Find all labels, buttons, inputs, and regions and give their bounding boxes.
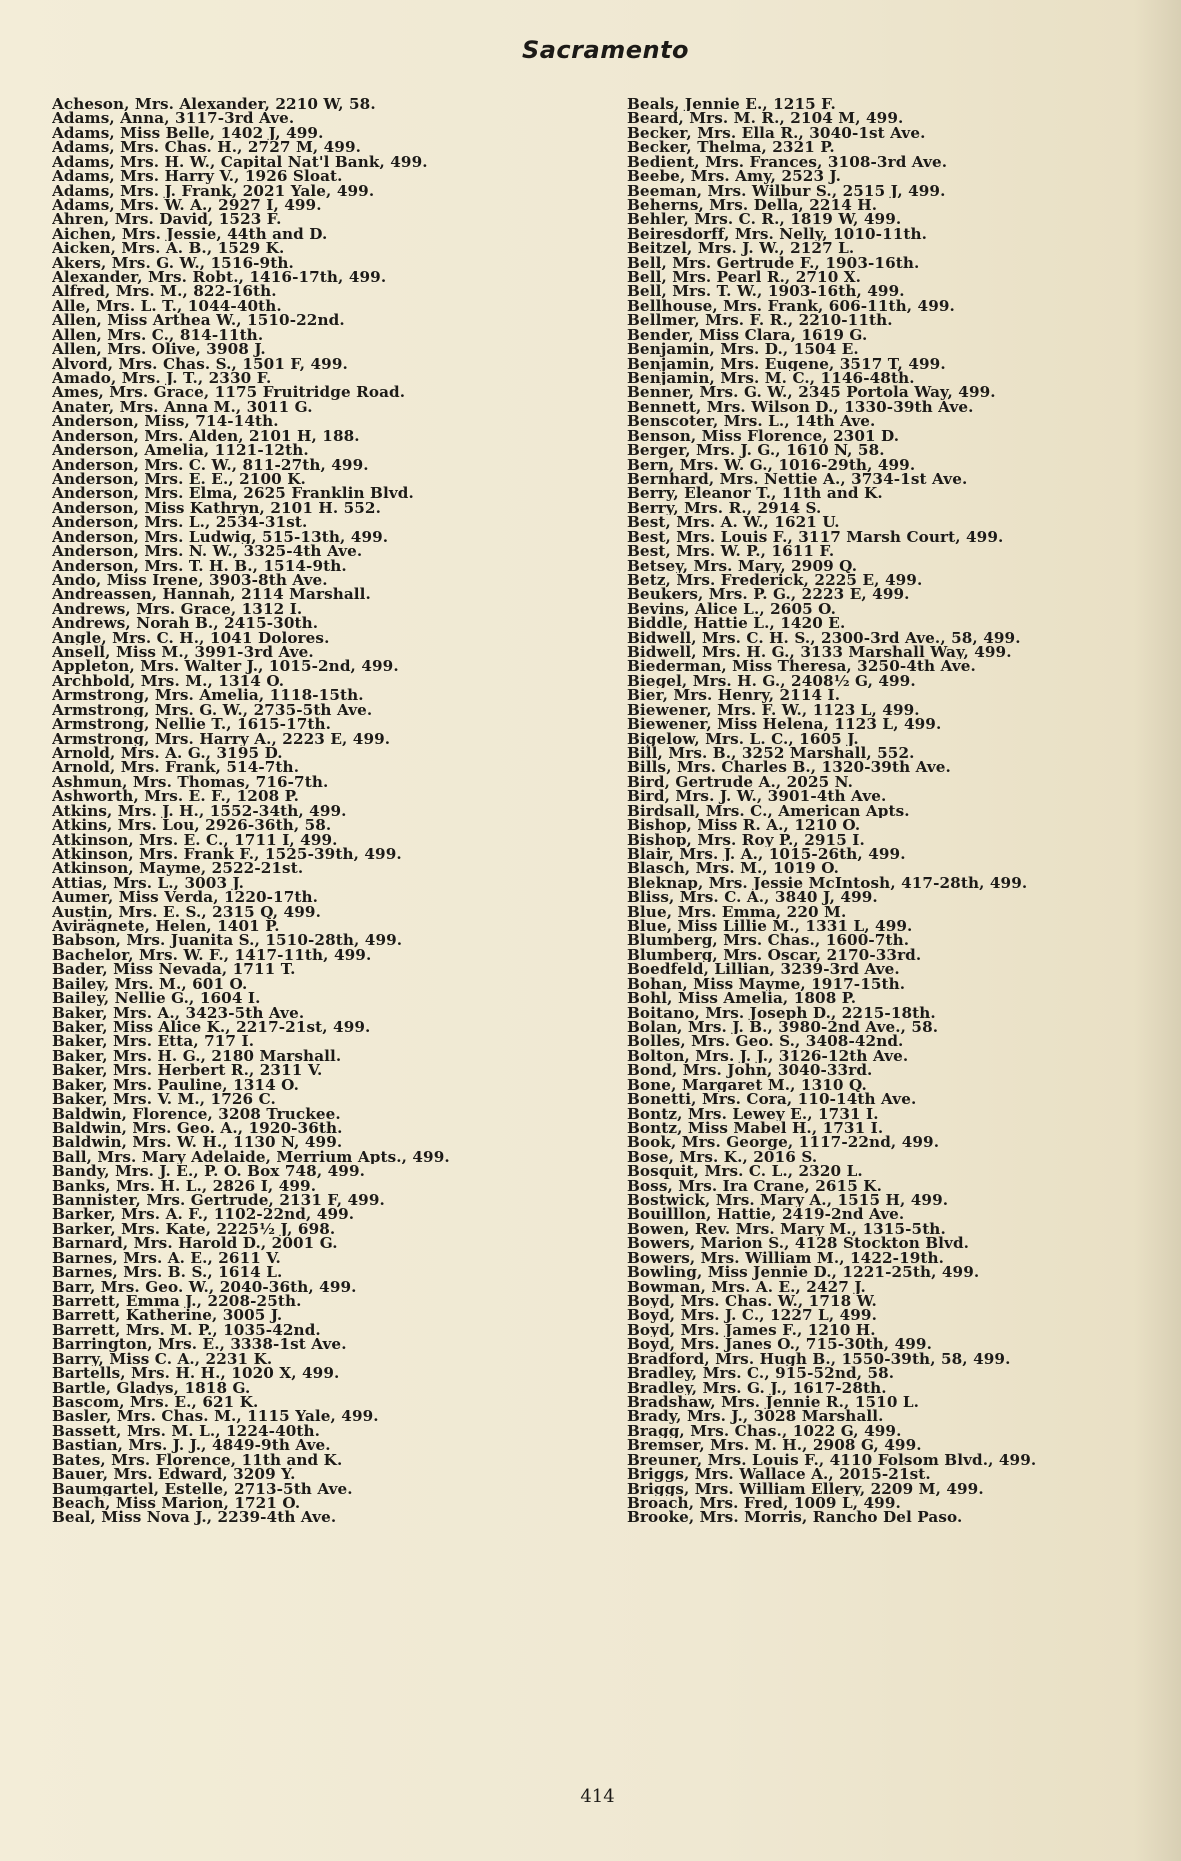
directory-entry: Bauer, Mrs. Edward, 3209 Y.: [52, 1467, 296, 1482]
directory-entry: Baldwin, Florence, 3208 Truckee.: [52, 1106, 341, 1121]
directory-entry: Boyd, Mrs. Janes O., 715-30th, 499.: [627, 1337, 932, 1352]
directory-entry: Ames, Mrs. Grace, 1175 Fruitridge Road.: [52, 385, 406, 400]
directory-entry: Adams, Miss Belle, 1402 J, 499.: [52, 125, 324, 141]
directory-entry: Bascom, Mrs. E., 621 K.: [52, 1394, 259, 1410]
directory-entry: Bontz, Miss Mabel H., 1731 I.: [627, 1120, 884, 1136]
directory-entry: Bernhard, Mrs. Nettie A., 3734-1st Ave.: [627, 471, 968, 487]
directory-entry: Barnes, Mrs. A. E., 2611 V.: [52, 1250, 281, 1266]
directory-entry: Bolan, Mrs. J. B., 3980-2nd Ave., 58.: [627, 1020, 939, 1035]
directory-entry: Best, Mrs. W. P., 1611 F.: [627, 544, 835, 559]
directory-entry: Bleknap, Mrs. Jessie McIntosh, 417-28th, 499.: [627, 875, 1028, 891]
directory-entry: Bradley, Mrs. G. J., 1617-28th.: [627, 1380, 887, 1395]
directory-entry: Adams, Mrs. W. A., 2927 I, 499.: [52, 197, 322, 213]
directory-entry: Boedfeld, Lillian, 3239-3rd Ave.: [627, 962, 900, 977]
directory-entry: Anater, Mrs. Anna M., 3011 G.: [52, 399, 313, 415]
directory-entry: Bates, Mrs. Florence, 11th and K.: [52, 1452, 343, 1468]
directory-entry: Anderson, Mrs. L., 2534-31st.: [52, 515, 308, 530]
directory-entry: Bohl, Miss Amelia, 1808 P.: [627, 991, 857, 1006]
directory-entry: Biewener, Mrs. F. W., 1123 L, 499.: [627, 702, 920, 718]
directory-entry: Ball, Mrs. Mary Adelaide, Merrium Apts., 499.: [52, 1149, 450, 1165]
directory-entry: Briggs, Mrs. William Ellery, 2209 M, 499.: [627, 1481, 984, 1496]
directory-entry: Bevins, Alice L., 2605 O.: [627, 601, 837, 617]
directory-entry: Bradley, Mrs. C., 915-52nd, 58.: [627, 1366, 895, 1381]
directory-entry: Bedient, Mrs. Frances, 3108-3rd Ave.: [627, 154, 948, 170]
directory-entry: Anderson, Mrs. E. E., 2100 K.: [52, 471, 306, 487]
directory-entry: Bills, Mrs. Charles B., 1320-39th Ave.: [627, 760, 951, 775]
directory-entry: Alexander, Mrs. Robt., 1416-17th, 499.: [52, 270, 387, 285]
directory-entry: Bishop, Miss R. A., 1210 O.: [627, 818, 861, 833]
directory-entry: Beeman, Mrs. Wilbur S., 2515 J, 499.: [627, 183, 946, 198]
directory-entry: Baker, Mrs. A., 3423-5th Ave.: [52, 1005, 305, 1020]
city-title: Sacramento: [521, 36, 690, 64]
directory-entry: Aicken, Mrs. A. B., 1529 K.: [52, 241, 285, 256]
directory-entry: Bradford, Mrs. Hugh B., 1550-39th, 58, 499.: [627, 1351, 1011, 1367]
directory-entry: Bannister, Mrs. Gertrude, 2131 F, 499.: [52, 1193, 385, 1208]
directory-entry: Armstrong, Nellie T., 1615-17th.: [52, 717, 332, 732]
directory-entry: Boss, Mrs. Ira Crane, 2615 K.: [627, 1178, 882, 1194]
directory-entry: Biegel, Mrs. H. G., 2408½ G, 499.: [627, 673, 916, 689]
directory-entry: Boyd, Mrs. J. C., 1227 L, 499.: [627, 1308, 877, 1323]
directory-entry: Betz, Mrs. Frederick, 2225 E, 499.: [627, 572, 923, 588]
directory-entry: Boyd, Mrs. James F., 1210 H.: [627, 1322, 876, 1338]
directory-entry: Arnold, Mrs. Frank, 514-7th.: [52, 760, 300, 775]
directory-entry: Adams, Anna, 3117-3rd Ave.: [52, 111, 295, 126]
directory-entry: Berry, Mrs. R., 2914 S.: [627, 500, 822, 516]
directory-entry: Barnes, Mrs. B. S., 1614 L.: [52, 1265, 283, 1280]
directory-entry: Akers, Mrs. G. W., 1516-9th.: [52, 255, 294, 271]
directory-entry: Beal, Miss Nova J., 2239-4th Ave.: [52, 1510, 337, 1525]
directory-entry: Blasch, Mrs. M., 1019 O.: [627, 861, 840, 876]
directory-entry: Barrett, Katherine, 3005 J.: [52, 1308, 283, 1323]
directory-entry: Bolton, Mrs. J. J., 3126-12th Ave.: [627, 1048, 909, 1064]
directory-entry: Attias, Mrs. L., 3003 J.: [52, 875, 245, 891]
directory-entry: Baker, Mrs. Herbert R., 2311 V.: [52, 1063, 323, 1078]
directory-entry: Andrews, Mrs. Grace, 1312 I.: [52, 601, 303, 617]
directory-entry: Bellhouse, Mrs. Frank, 606-11th, 499.: [627, 298, 955, 314]
directory-entry: Breuner, Mrs. Louis F., 4110 Folsom Blvd., 499.: [627, 1452, 1037, 1468]
directory-entry: Armstrong, Mrs. Harry A., 2223 E, 499.: [52, 731, 391, 746]
directory-entry: Bidwell, Mrs. H. G., 3133 Marshall Way, 499.: [627, 645, 1012, 660]
directory-entry: Bird, Mrs. J. W., 3901-4th Ave.: [627, 789, 887, 804]
directory-entry: Bailey, Nellie G., 1604 I.: [52, 991, 261, 1006]
directory-entry: Benson, Miss Florence, 2301 D.: [627, 428, 900, 444]
directory-entry: Basler, Mrs. Chas. M., 1115 Yale, 499.: [52, 1409, 379, 1424]
directory-entry: Brooke, Mrs. Morris, Rancho Del Paso.: [627, 1510, 963, 1525]
left-column: [52, 97, 612, 1525]
directory-entry: Bonetti, Mrs. Cora, 110-14th Ave.: [627, 1092, 917, 1107]
directory-entry: Bell, Mrs. Pearl R., 2710 X.: [627, 270, 862, 285]
directory-entry: Benjamin, Mrs. M. C., 1146-48th.: [627, 371, 915, 386]
directory-entry: Anderson, Amelia, 1121-12th.: [52, 443, 309, 458]
directory-entry: Bender, Miss Clara, 1619 G.: [627, 327, 868, 343]
directory-entry: Aumer, Miss Verda, 1220-17th.: [52, 890, 319, 905]
directory-entry: Bennett, Mrs. Wilson D., 1330-39th Ave.: [627, 399, 974, 415]
directory-entry: Bern, Mrs. W. G., 1016-29th, 499.: [627, 457, 916, 472]
directory-entry: Atkinson, Mayme, 2522-21st.: [52, 861, 304, 876]
directory-entry: Bailey, Mrs. M., 601 O.: [52, 976, 248, 992]
directory-entry: Atkins, Mrs. Lou, 2926-36th, 58.: [52, 818, 332, 833]
directory-entry: Blue, Miss Lillie M., 1331 L, 499.: [627, 919, 913, 934]
directory-entry: Bowling, Miss Jennie D., 1221-25th, 499.: [627, 1265, 980, 1280]
directory-entry: Blair, Mrs. J. A., 1015-26th, 499.: [627, 846, 906, 862]
directory-entry: Anderson, Miss Kathryn, 2101 H. 552.: [52, 500, 381, 516]
directory-entry: Allen, Mrs. C., 814-11th.: [52, 327, 264, 343]
directory-entry: Berger, Mrs. J. G., 1610 N, 58.: [627, 443, 885, 458]
page-number: 414: [580, 1786, 615, 1807]
directory-entry: Biederman, Miss Theresa, 3250-4th Ave.: [627, 659, 976, 674]
directory-entry: Bell, Mrs. Gertrude F., 1903-16th.: [627, 255, 920, 271]
page-header: [0, 36, 1181, 64]
directory-entry: Bostwick, Mrs. Mary A., 1515 H, 499.: [627, 1193, 949, 1208]
directory-entry: Amado, Mrs. J. T., 2330 F.: [52, 371, 272, 386]
directory-entry: Best, Mrs. A. W., 1621 U.: [627, 515, 840, 530]
directory-entry: Babson, Mrs. Juanita S., 1510-28th, 499.: [52, 933, 403, 948]
directory-entry: Benjamin, Mrs. Eugene, 3517 T, 499.: [627, 356, 946, 372]
directory-entry: Briggs, Mrs. Wallace A., 2015-21st.: [627, 1467, 931, 1482]
page-footer: [0, 1786, 1181, 1807]
directory-entry: Anderson, Mrs. Alden, 2101 H, 188.: [52, 428, 360, 444]
directory-entry: Barker, Mrs. Kate, 2225½ J, 698.: [52, 1221, 336, 1237]
directory-entry: Boyd, Mrs. Chas. W., 1718 W.: [627, 1294, 877, 1309]
directory-entry: Bartells, Mrs. H. H., 1020 X, 499.: [52, 1366, 340, 1381]
directory-entry: Barr, Mrs. Geo. W., 2040-36th, 499.: [52, 1279, 357, 1295]
directory-entry: Beals, Jennie E., 1215 F.: [627, 97, 836, 112]
directory-entry: Bond, Mrs. John, 3040-33rd.: [627, 1063, 873, 1078]
directory-entry: Anderson, Mrs. Ludwig, 515-13th, 499.: [52, 529, 389, 545]
directory-entry: Broach, Mrs. Fred, 1009 L, 499.: [627, 1495, 901, 1511]
directory-entry: Barrett, Emma J., 2208-25th.: [52, 1294, 302, 1309]
directory-entry: Anderson, Miss, 714-14th.: [52, 414, 279, 429]
directory-entry: Bradshaw, Mrs. Jennie R., 1510 L.: [627, 1394, 920, 1410]
directory-entry: Beherns, Mrs. Della, 2214 H.: [627, 197, 878, 213]
directory-entry: Benjamin, Mrs. D., 1504 E.: [627, 342, 859, 357]
directory-entry: Atkinson, Mrs. Frank F., 1525-39th, 499.: [52, 846, 402, 862]
directory-entry: Ashworth, Mrs. E. F., 1208 P.: [52, 789, 300, 804]
directory-entry: Benner, Mrs. G. W., 2345 Portola Way, 499.: [627, 385, 996, 400]
directory-entry: Bolles, Mrs. Geo. S., 3408-42nd.: [627, 1034, 904, 1049]
directory-entry: Barnard, Mrs. Harold D., 2001 G.: [52, 1236, 338, 1251]
directory-entry: Adams, Mrs. J. Frank, 2021 Yale, 499.: [52, 183, 375, 198]
directory-entry: Baldwin, Mrs. Geo. A., 1920-36th.: [52, 1120, 343, 1136]
directory-entry: Beukers, Mrs. P. G., 2223 E, 499.: [627, 587, 910, 602]
directory-entry: Benscoter, Mrs. L., 14th Ave.: [627, 414, 876, 429]
directory-entry: Beebe, Mrs. Amy, 2523 J.: [627, 169, 842, 184]
directory-entry: Bouilllon, Hattie, 2419-2nd Ave.: [627, 1207, 905, 1222]
directory-entry: Baker, Mrs. Pauline, 1314 O.: [52, 1077, 299, 1093]
directory-entry: Becker, Mrs. Ella R., 3040-1st Ave.: [627, 125, 926, 141]
directory-entry: Betsey, Mrs. Mary, 2909 Q.: [627, 558, 858, 573]
directory-entry: Blue, Mrs. Emma, 220 M.: [627, 904, 847, 920]
directory-entry: Bowen, Rev. Mrs. Mary M., 1315-5th.: [627, 1221, 946, 1237]
directory-entry: Anderson, Mrs. C. W., 811-27th, 499.: [52, 457, 369, 472]
directory-entry: Book, Mrs. George, 1117-22nd, 499.: [627, 1135, 940, 1150]
directory-entry: Aichen, Mrs. Jessie, 44th and D.: [52, 226, 328, 242]
directory-entry: Andreassen, Hannah, 2114 Marshall.: [52, 587, 371, 602]
directory-entry: Anderson, Mrs. N. W., 3325-4th Ave.: [52, 544, 363, 559]
directory-entry: Armstrong, Mrs. G. W., 2735-5th Ave.: [52, 702, 373, 718]
directory-entry: Bowers, Mrs. William M., 1422-19th.: [627, 1250, 945, 1266]
directory-entry: Atkinson, Mrs. E. C., 1711 I, 499.: [52, 832, 338, 847]
directory-entry: Bishop, Mrs. Roy P., 2915 I.: [627, 832, 865, 847]
directory-entry: Anderson, Mrs. Elma, 2625 Franklin Blvd.: [52, 486, 414, 501]
directory-entry: Bontz, Mrs. Lewey E., 1731 I.: [627, 1106, 879, 1121]
directory-entry: Baker, Mrs. Etta, 717 I.: [52, 1034, 255, 1049]
directory-entry: Biddle, Hattie L., 1420 E.: [627, 616, 846, 631]
directory-entry: Beitzel, Mrs. J. W., 2127 L.: [627, 241, 855, 256]
directory-entry: Birdsall, Mrs. C., American Apts.: [627, 803, 910, 819]
directory-entry: Baumgartel, Estelle, 2713-5th Ave.: [52, 1481, 353, 1496]
directory-entry: Blumberg, Mrs. Oscar, 2170-33rd.: [627, 947, 922, 963]
directory-entry: Austin, Mrs. E. S., 2315 Q, 499.: [52, 904, 321, 920]
directory-entry: Ahren, Mrs. David, 1523 F.: [52, 212, 282, 227]
directory-entry: Angle, Mrs. C. H., 1041 Dolores.: [52, 630, 330, 646]
directory-entry: Baker, Mrs. V. M., 1726 C.: [52, 1092, 276, 1107]
directory-entry: Alvord, Mrs. Chas. S., 1501 F, 499.: [52, 356, 348, 372]
directory-entry: Boitano, Mrs. Joseph D., 2215-18th.: [627, 1005, 936, 1020]
directory-entry: Banks, Mrs. H. L., 2826 I, 499.: [52, 1178, 317, 1194]
directory-entry: Armstrong, Mrs. Amelia, 1118-15th.: [52, 688, 364, 703]
directory-entry: Atkins, Mrs. J. H., 1552-34th, 499.: [52, 803, 347, 819]
directory-entry: Appleton, Mrs. Walter J., 1015-2nd, 499.: [52, 659, 399, 674]
directory-entry: Bader, Miss Nevada, 1711 T.: [52, 962, 296, 977]
directory-entry: Bowman, Mrs. A. E., 2427 J.: [627, 1279, 866, 1295]
directory-entry: Beiresdorff, Mrs. Nelly, 1010-11th.: [627, 226, 928, 242]
directory-entry: Baker, Mrs. H. G., 2180 Marshall.: [52, 1048, 342, 1064]
directory-entry: Baldwin, Mrs. W. H., 1130 N, 499.: [52, 1135, 343, 1150]
directory-entry: Blumberg, Mrs. Chas., 1600-7th.: [627, 933, 910, 948]
directory-entry: Beach, Miss Marion, 1721 O.: [52, 1495, 301, 1511]
directory-entry: Adams, Mrs. Harry V., 1926 Sloat.: [52, 169, 343, 184]
directory-entry: Bandy, Mrs. J. E., P. O. Box 748, 499.: [52, 1164, 366, 1179]
directory-entry: Barrett, Mrs. M. P., 1035-42nd.: [52, 1322, 321, 1338]
directory-entry: Best, Mrs. Louis F., 3117 Marsh Court, 499.: [627, 529, 1004, 545]
directory-entry: Allen, Miss Arthea W., 1510-22nd.: [52, 313, 345, 328]
directory-entry: Biewener, Miss Helena, 1123 L, 499.: [627, 717, 942, 732]
directory-entry: Bone, Margaret M., 1310 Q.: [627, 1077, 867, 1093]
directory-entry: Becker, Thelma, 2321 P.: [627, 140, 835, 155]
directory-entry: Alfred, Mrs. M., 822-16th.: [52, 284, 277, 299]
directory-entry: Baker, Miss Alice K., 2217-21st, 499.: [52, 1020, 371, 1035]
directory-entry: Barrington, Mrs. E., 3338-1st Ave.: [52, 1337, 347, 1352]
directory-entry: Bastian, Mrs. J. J., 4849-9th Ave.: [52, 1438, 331, 1453]
directory-entry: Bohan, Miss Mayme, 1917-15th.: [627, 976, 906, 992]
directory-entry: Ashmun, Mrs. Thomas, 716-7th.: [52, 774, 329, 790]
directory-entry: Adams, Mrs. H. W., Capital Nat'l Bank, 499.: [52, 154, 428, 170]
directory-entry: Andrews, Norah B., 2415-30th.: [52, 616, 319, 631]
directory-entry: Bellmer, Mrs. F. R., 2210-11th.: [627, 313, 893, 328]
directory-entry: Barry, Miss C. A., 2231 K.: [52, 1351, 273, 1367]
directory-entry: Ansell, Miss M., 3991-3rd Ave.: [52, 645, 314, 660]
directory-entry: Bassett, Mrs. M. L., 1224-40th.: [52, 1423, 321, 1439]
directory-entry: Bliss, Mrs. C. A., 3840 J, 499.: [627, 890, 878, 905]
directory-entry: Bill, Mrs. B., 3252 Marshall, 552.: [627, 745, 915, 761]
directory-entry: Ando, Miss Irene, 3903-8th Ave.: [52, 572, 328, 588]
directory-entry: Bird, Gertrude A., 2025 N.: [627, 774, 854, 790]
directory-entry: Bartle, Gladys, 1818 G.: [52, 1380, 251, 1395]
directory-entry: Allen, Mrs. Olive, 3908 J.: [52, 342, 266, 357]
right-column: [627, 97, 1181, 1525]
directory-entry: Bragg, Mrs. Chas., 1022 G, 499.: [627, 1423, 902, 1439]
directory-entry: Bachelor, Mrs. W. F., 1417-11th, 499.: [52, 947, 372, 963]
directory-entry: Bose, Mrs. K., 2016 S.: [627, 1149, 818, 1165]
directory-entry: Bowers, Marion S., 4128 Stockton Blvd.: [627, 1236, 970, 1251]
directory-entry: Acheson, Mrs. Alexander, 2210 W, 58.: [52, 97, 376, 112]
directory-entry: Alle, Mrs. L. T., 1044-40th.: [52, 298, 282, 314]
directory-entry: Avirägnete, Helen, 1401 P.: [52, 919, 280, 934]
directory-entry: Bosquit, Mrs. C. L., 2320 L.: [627, 1164, 863, 1179]
directory-entry: Archbold, Mrs. M., 1314 O.: [52, 673, 285, 689]
directory-entry: Arnold, Mrs. A. G., 3195 D.: [52, 745, 283, 761]
directory-entry: Barker, Mrs. A. F., 1102-22nd, 499.: [52, 1207, 355, 1222]
directory-entry: Bier, Mrs. Henry, 2114 I.: [627, 688, 841, 703]
directory-entry: Berry, Eleanor T., 11th and K.: [627, 486, 883, 501]
directory-entry: Bremser, Mrs. M. H., 2908 G, 499.: [627, 1438, 922, 1453]
directory-entry: Brady, Mrs. J., 3028 Marshall.: [627, 1409, 884, 1424]
directory-entry: Adams, Mrs. Chas. H., 2727 M, 499.: [52, 140, 362, 155]
directory-entry: Bell, Mrs. T. W., 1903-16th, 499.: [627, 284, 905, 299]
directory-entry: Bigelow, Mrs. L. C., 1605 J.: [627, 731, 859, 746]
directory-entry: Anderson, Mrs. T. H. B., 1514-9th.: [52, 558, 347, 573]
directory-entry: Behler, Mrs. C. R., 1819 W, 499.: [627, 212, 902, 227]
directory-entry: Beard, Mrs. M. R., 2104 M, 499.: [627, 111, 904, 126]
directory-entry: Bidwell, Mrs. C. H. S., 2300-3rd Ave., 58, 499.: [627, 630, 1021, 646]
